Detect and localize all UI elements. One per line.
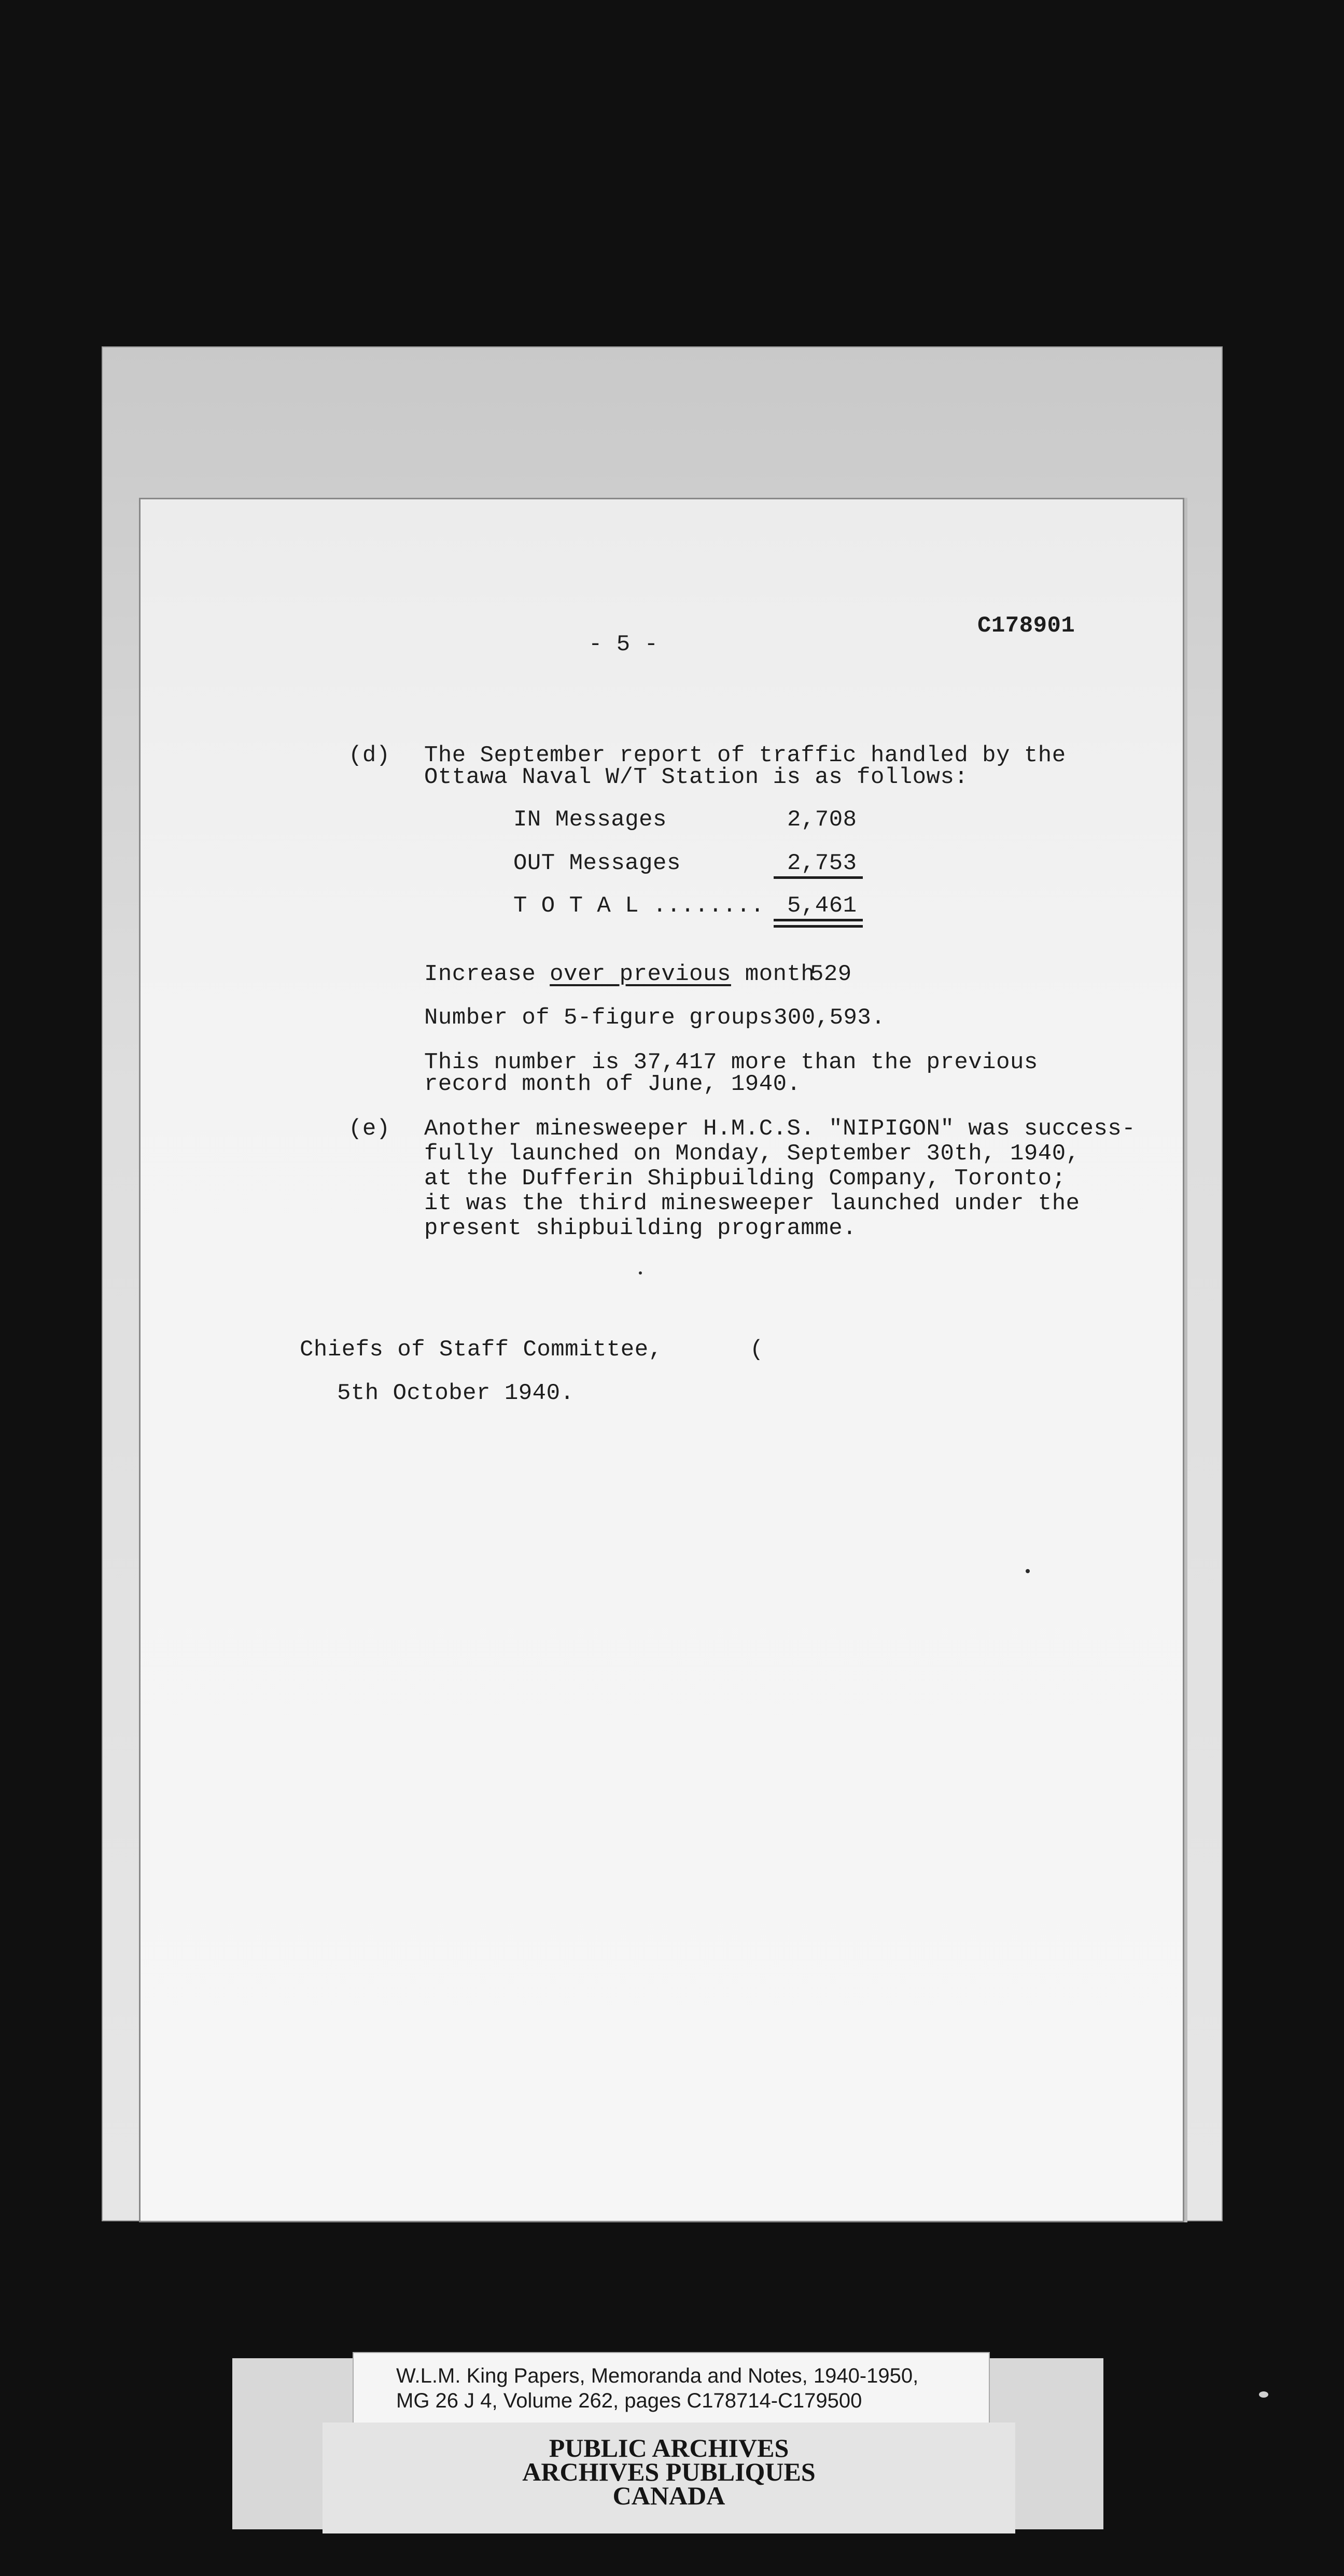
item-e-line-5: present shipbuilding programme. (424, 1215, 857, 1241)
item-e-line-2: fully launched on Monday, September 30th, 1940, (424, 1141, 1080, 1167)
page-number: - 5 - (589, 632, 659, 657)
item-e-line-4: it was the third minesweeper launched under the (424, 1191, 1080, 1216)
traffic-in-value: 2,708 (787, 807, 857, 833)
increase-line (424, 961, 815, 987)
reference-number: C178901 (977, 613, 1075, 639)
archive-citation-label (353, 2352, 990, 2427)
closing-paren: ( (750, 1337, 764, 1363)
groups-label: Number of 5-figure groups (424, 1005, 773, 1031)
traffic-total-value: 5,461 (787, 893, 857, 919)
item-e-line-1: Another minesweeper H.M.C.S. "NIPIGON" was success- (424, 1116, 1136, 1142)
paper-speck (639, 1271, 642, 1275)
record-line-1: This number is 37,417 more than the previous (424, 1049, 1038, 1075)
archive-stamp-line-1: PUBLIC ARCHIVES (549, 2433, 789, 2462)
item-d-line-2: Ottawa Naval W/T Station is as follows: (424, 764, 969, 790)
archive-stamp-line-3: CANADA (612, 2481, 725, 2510)
item-e-marker: (e) (348, 1116, 390, 1142)
item-e-line-3: at the Dufferin Shipbuilding Company, Toronto; (424, 1166, 1066, 1192)
groups-value: 300,593. (774, 1005, 886, 1031)
archive-citation-line-2: MG 26 J 4, Volume 262, pages C178714-C179500 (396, 2389, 862, 2412)
item-d-marker: (d) (348, 743, 390, 768)
closing-committee: Chiefs of Staff Committee, (300, 1337, 663, 1363)
increase-suffix: month (731, 961, 815, 987)
archive-citation-line-1: W.L.M. King Papers, Memoranda and Notes, 1940-1950, (396, 2364, 919, 2387)
archive-stamp (323, 2433, 1015, 2510)
traffic-out-value: 2,753 (787, 850, 857, 876)
paper-speck (1259, 2391, 1268, 2398)
archive-stamp-line-2: ARCHIVES PUBLIQUES (522, 2457, 816, 2486)
increase-underlined: over previous (550, 961, 731, 987)
total-rule-upper (774, 919, 863, 921)
traffic-total-label: T O T A L ........ (513, 893, 765, 919)
subtotal-rule (774, 876, 863, 879)
record-line-2: record month of June, 1940. (424, 1071, 801, 1097)
paper-speck (1026, 1569, 1030, 1573)
traffic-out-label: OUT Messages (513, 850, 681, 876)
closing-date: 5th October 1940. (337, 1380, 575, 1406)
increase-prefix: Increase (424, 961, 550, 987)
traffic-in-label: IN Messages (513, 807, 667, 833)
increase-value: 529 (810, 961, 852, 987)
total-rule-lower (774, 925, 863, 928)
item-d-line-1: The September report of traffic handled by the (424, 743, 1066, 768)
